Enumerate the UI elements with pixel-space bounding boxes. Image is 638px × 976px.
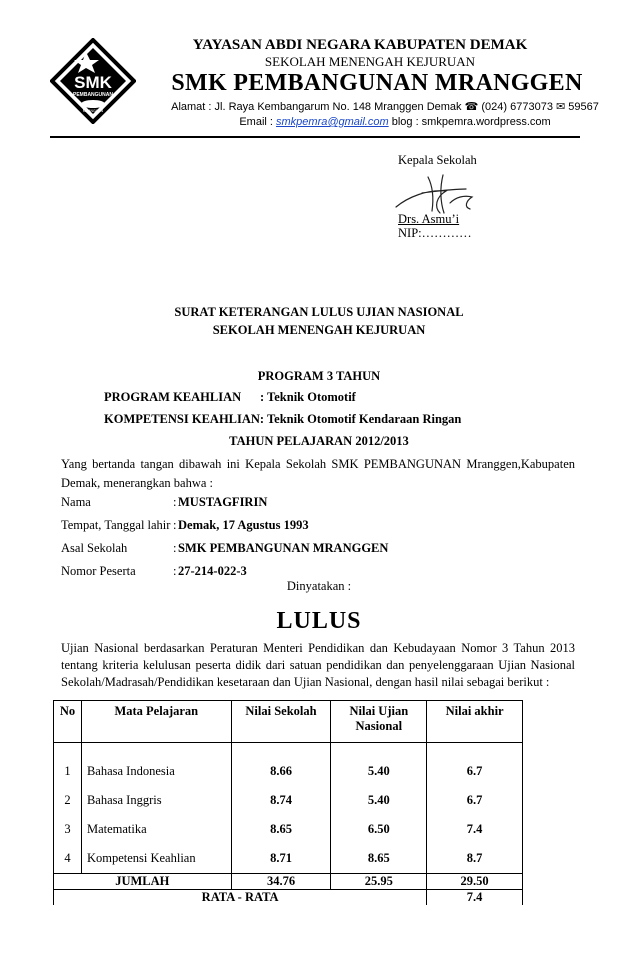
regulation-paragraph: Ujian Nasional berdasarkan Peraturan Menteri Pendidikan dan Kebudayaan Nomor 3 Tahun 2013 tentang kriteria kelulusan peserta didik dari satuan pendidikan dan penyelenggaraan Ujian Nasional Sekolah/Madrasah/Pendidikan kesetaraan dan Ujian Nasional, dengan hasil nilai sebagai berikut : bbox=[61, 641, 575, 689]
table-row bbox=[54, 786, 523, 815]
table-row bbox=[54, 743, 523, 787]
email-label: Email : bbox=[239, 116, 277, 128]
program-duration: PROGRAM 3 TAHUN bbox=[257, 369, 381, 383]
blog-text: blog : smkpemra.wordpress.com bbox=[388, 116, 551, 128]
total-row bbox=[54, 874, 523, 890]
row-national-score: 6.50 bbox=[331, 815, 427, 844]
organization-name: YAYASAN ABDI NEGARA KABUPATEN DEMAK bbox=[192, 37, 528, 53]
phone-number: (024) 6773073 bbox=[481, 101, 553, 113]
total-national-score: 25.95 bbox=[331, 874, 427, 890]
row-final-score: 6.7 bbox=[427, 786, 523, 815]
row-school-score: 8.74 bbox=[231, 786, 331, 815]
header-no: No bbox=[54, 701, 82, 743]
field-label-nomor-peserta: Nomor Peserta bbox=[61, 564, 136, 578]
declared-label: Dinyatakan : bbox=[286, 579, 352, 593]
grades-table bbox=[53, 700, 523, 905]
address-line bbox=[150, 100, 620, 113]
field-value-nama: MUSTAGFIRIN bbox=[178, 495, 268, 509]
row-final-score: 8.7 bbox=[427, 844, 523, 874]
average-row bbox=[54, 890, 523, 906]
graduation-status: LULUS bbox=[276, 608, 362, 634]
program-keahlian-value: : Teknik Otomotif bbox=[260, 390, 356, 404]
signature-title: Kepala Sekolah bbox=[398, 153, 477, 167]
signatory-name: Drs. Asmu’i bbox=[398, 212, 460, 226]
email-link[interactable]: smkpemra@gmail.com bbox=[276, 116, 389, 128]
row-school-score: 8.71 bbox=[231, 844, 331, 874]
row-national-score: 8.65 bbox=[331, 844, 427, 874]
field-label-ttl: Tempat, Tanggal lahir bbox=[61, 518, 171, 532]
kompetensi-keahlian: KOMPETENSI KEAHLIAN: Teknik Otomotif Kendaraan Ringan bbox=[104, 412, 462, 426]
academic-year: TAHUN PELAJARAN 2012/2013 bbox=[229, 434, 409, 448]
row-no: 4 bbox=[54, 844, 82, 874]
header-subject: Mata Pelajaran bbox=[81, 701, 231, 743]
row-subject: Kompetensi Keahlian bbox=[81, 844, 231, 874]
intro-paragraph: Yang bertanda tangan dibawah ini Kepala Sekolah SMK PEMBANGUNAN Mranggen,Kabupaten Demak, menerangkan bahwa : bbox=[61, 457, 575, 490]
table-row bbox=[54, 815, 523, 844]
row-school-score: 8.65 bbox=[231, 815, 331, 844]
field-value-asal-sekolah: SMK PEMBANGUNAN MRANGGEN bbox=[178, 541, 389, 555]
school-name: SMK PEMBANGUNAN MRANGGEN bbox=[171, 70, 583, 96]
average-label: RATA - RATA bbox=[54, 890, 427, 906]
row-subject: Matematika bbox=[81, 815, 231, 844]
signatory-nip: NIP:………… bbox=[398, 226, 472, 240]
row-no: 3 bbox=[54, 815, 82, 844]
row-national-score: 5.40 bbox=[331, 743, 427, 787]
fax-icon: ✉ bbox=[556, 101, 566, 113]
row-final-score: 7.4 bbox=[427, 815, 523, 844]
row-no: 1 bbox=[54, 743, 82, 787]
header-final-score: Nilai akhir bbox=[427, 701, 523, 743]
table-header-row bbox=[54, 701, 523, 743]
field-value-ttl: Demak, 17 Agustus 1993 bbox=[178, 518, 309, 532]
program-keahlian-label: PROGRAM KEAHLIAN bbox=[104, 390, 242, 404]
svg-text:MRANGGEN: MRANGGEN bbox=[82, 109, 104, 113]
row-subject: Bahasa Indonesia bbox=[81, 743, 231, 787]
row-national-score: 5.40 bbox=[331, 786, 427, 815]
svg-text:SMK: SMK bbox=[74, 73, 112, 92]
table-row bbox=[54, 844, 523, 874]
contact-line bbox=[160, 116, 630, 128]
school-type: SEKOLAH MENENGAH KEJURUAN bbox=[264, 54, 476, 69]
field-separator: : bbox=[173, 495, 177, 509]
row-subject: Bahasa Inggris bbox=[81, 786, 231, 815]
document-title: SURAT KETERANGAN LULUS UJIAN NASIONAL bbox=[174, 305, 464, 319]
row-school-score: 8.66 bbox=[231, 743, 331, 787]
fax-number: 59567 bbox=[568, 101, 599, 113]
row-final-score: 6.7 bbox=[427, 743, 523, 787]
total-final-score: 29.50 bbox=[427, 874, 523, 890]
school-logo bbox=[50, 38, 136, 124]
document-subtitle: SEKOLAH MENENGAH KEJURUAN bbox=[212, 323, 426, 337]
field-separator: : bbox=[173, 564, 177, 578]
average-value: 7.4 bbox=[427, 890, 523, 906]
field-label-asal-sekolah: Asal Sekolah bbox=[61, 541, 128, 555]
phone-icon: ☎ bbox=[464, 101, 479, 113]
total-label: JUMLAH bbox=[54, 874, 232, 890]
header-divider bbox=[50, 136, 580, 138]
field-separator: : bbox=[173, 518, 177, 532]
total-school-score: 34.76 bbox=[231, 874, 331, 890]
svg-text:PEMBANGUNAN: PEMBANGUNAN bbox=[73, 92, 113, 98]
field-value-nomor-peserta: 27-214-022-3 bbox=[178, 564, 247, 578]
address-text: Alamat : Jl. Raya Kembangarum No. 148 Mranggen Demak bbox=[171, 101, 465, 113]
header-national-score: Nilai Ujian Nasional bbox=[331, 701, 427, 743]
row-no: 2 bbox=[54, 786, 82, 815]
field-label-nama: Nama bbox=[61, 495, 91, 509]
header-school-score: Nilai Sekolah bbox=[231, 701, 331, 743]
field-separator: : bbox=[173, 541, 177, 555]
